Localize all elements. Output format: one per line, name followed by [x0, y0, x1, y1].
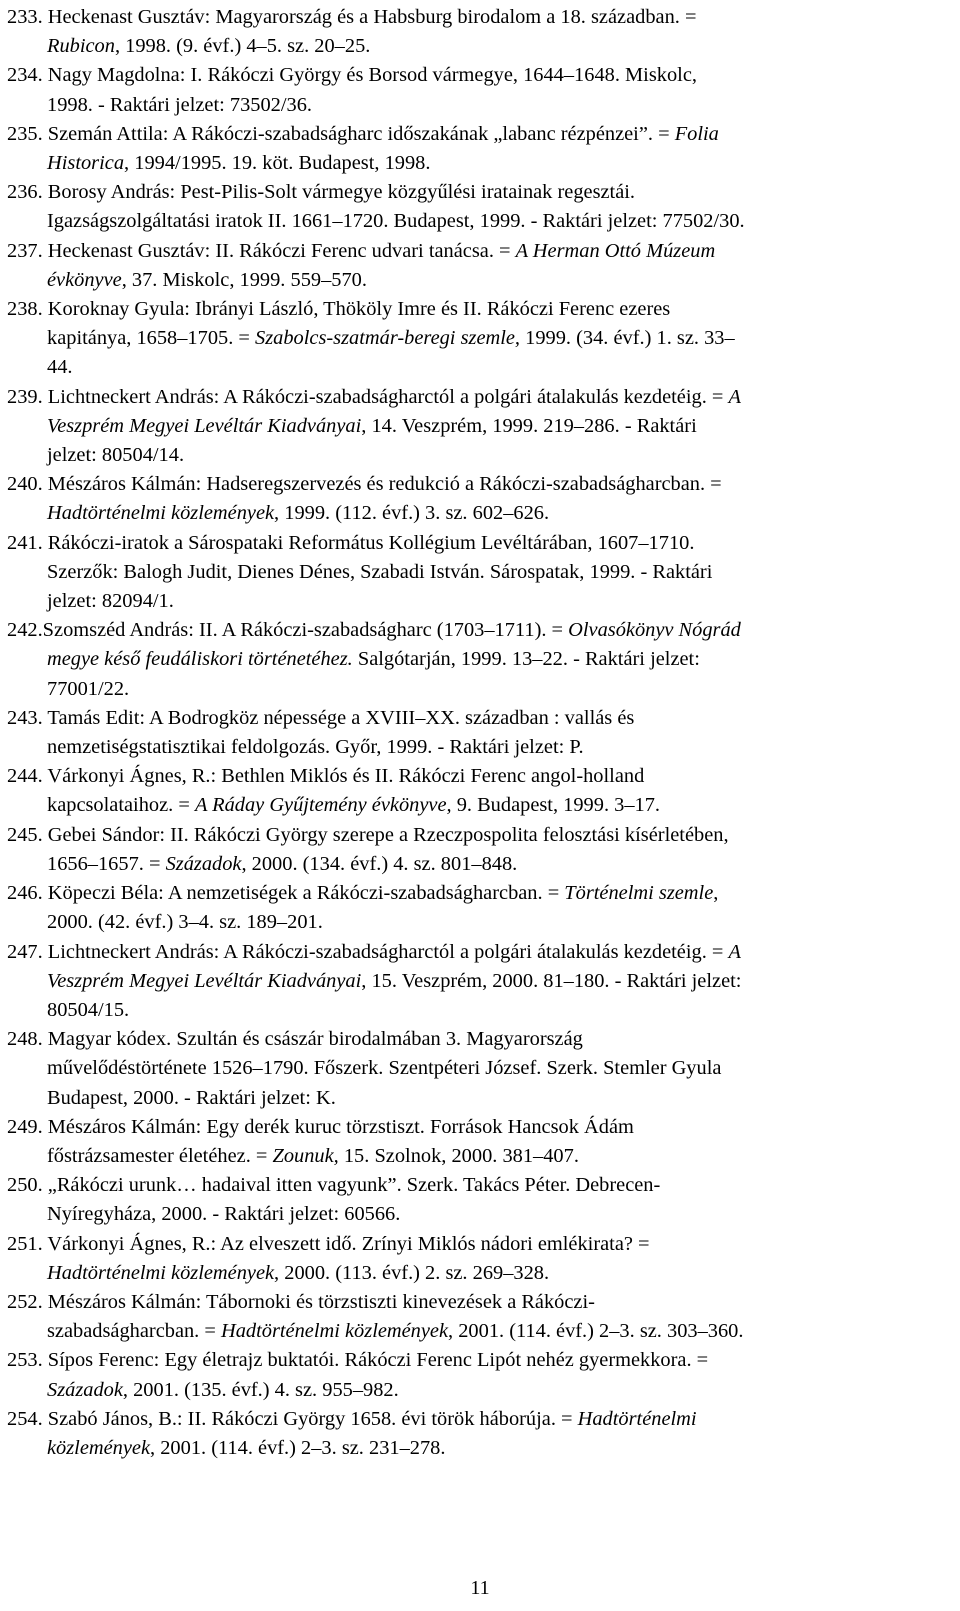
entry-text: 238. Koroknay Gyula: Ibrányi László, Thököly Imre és II. Rákóczi Ferenc ezeres: [7, 298, 671, 321]
entry-text: , 15. Veszprém, 2000. 81–180. - Raktári jelzet:: [361, 969, 742, 992]
entry-line: [7, 1084, 952, 1113]
entry-text: 245. Gebei Sándor: II. Rákóczi György szerepe a Rzeczpospolita felosztási kísérletében,: [7, 823, 729, 846]
entry-line: [7, 266, 952, 295]
entry-text: Budapest, 2000. - Raktári jelzet: K.: [47, 1086, 336, 1109]
entry-text: jelzet: 82094/1.: [47, 590, 174, 613]
bibliography-entry: [7, 879, 952, 937]
entry-line: [7, 996, 952, 1025]
entry-text: 251. Várkonyi Ágnes, R.: Az elveszett idő. Zrínyi Miklós nádori emlékirata? =: [7, 1232, 650, 1255]
bibliography-list: [7, 3, 952, 1463]
entry-line: [7, 908, 952, 937]
entry-line: [7, 938, 952, 967]
entry-text: Salgótarján, 1999. 13–22. - Raktári jelzet:: [352, 648, 700, 671]
entry-text: szabadságharcban. =: [47, 1320, 221, 1343]
entry-italic-text: Veszprém Megyei Levéltár Kiadványai: [47, 414, 362, 437]
entry-line: [7, 149, 952, 178]
entry-line: [7, 1200, 952, 1229]
entry-line: [7, 1142, 952, 1171]
entry-line: [7, 91, 952, 120]
entry-line: [7, 324, 952, 353]
entry-italic-text: évkönyve: [47, 268, 122, 291]
entry-text: 234. Nagy Magdolna: I. Rákóczi György és Borsod vármegye, 1644–1648. Miskolc,: [7, 64, 697, 87]
entry-italic-text: Folia: [674, 122, 719, 145]
bibliography-entry: [7, 616, 952, 704]
entry-line: [7, 529, 952, 558]
entry-text: 239. Lichtneckert András: A Rákóczi-szabadságharctól a polgári átalakulás kezdetéig. =: [7, 385, 729, 408]
entry-text: 248. Magyar kódex. Szultán és császár birodalmában 3. Magyarország: [7, 1028, 583, 1051]
entry-text: , 1998. (9. évf.) 4–5. sz. 20–25.: [114, 35, 371, 58]
bibliography-entry: [7, 1113, 952, 1171]
entry-text: 246. Köpeczi Béla: A nemzetiségek a Rákóczi-szabadságharcban. =: [7, 882, 565, 905]
entry-line: [7, 762, 952, 791]
bibliography-entry: [7, 3, 952, 61]
entry-italic-text: Századok: [47, 1378, 123, 1401]
entry-line: [7, 61, 952, 90]
entry-text: 2000. (42. évf.) 3–4. sz. 189–201.: [47, 911, 323, 934]
entry-line: [7, 1054, 952, 1083]
entry-italic-text: Veszprém Megyei Levéltár Kiadványai: [47, 969, 362, 992]
entry-line: [7, 499, 952, 528]
entry-text: Igazságszolgáltatási iratok II. 1661–1720. Budapest, 1999. - Raktári jelzet: 77502/30.: [47, 210, 745, 233]
entry-text: 1999. (34. évf.) 1. sz. 33–: [520, 327, 735, 350]
entry-text: jelzet: 80504/14.: [47, 444, 185, 467]
entry-text: Nyíregyháza, 2000. - Raktári jelzet: 60566.: [47, 1203, 401, 1226]
bibliography-entry: [7, 938, 952, 1026]
entry-italic-text: A Herman Ottó Múzeum: [515, 239, 716, 262]
entry-text: 247. Lichtneckert András: A Rákóczi-szabadságharctól a polgári átalakulás kezdetéig. =: [7, 940, 729, 963]
bibliography-entry: [7, 1288, 952, 1346]
entry-line: [7, 1405, 952, 1434]
entry-text: , 2001. (135. évf.) 4. sz. 955–982.: [122, 1378, 399, 1401]
entry-text: Szerzők: Balogh Judit, Dienes Dénes, Szabadi István. Sárospatak, 1999. - Raktári: [47, 560, 713, 583]
entry-line: [7, 441, 952, 470]
page-number: 11: [470, 1577, 490, 1599]
entry-italic-text: Olvasókönyv Nógrád: [568, 619, 741, 642]
entry-line: [7, 704, 952, 733]
entry-text: 1656–1657. =: [47, 852, 166, 875]
entry-line: [7, 1346, 952, 1375]
entry-line: [7, 120, 952, 149]
entry-line: [7, 1113, 952, 1142]
entry-line: [7, 821, 952, 850]
entry-text: 254. Szabó János, B.: II. Rákóczi György 1658. évi török háborúja. =: [7, 1407, 578, 1430]
entry-text: , 2001. (114. évf.) 2–3. sz. 303–360.: [448, 1320, 744, 1343]
entry-line: [7, 353, 952, 382]
entry-italic-text: Hadtörténelmi közlemények: [220, 1320, 449, 1343]
entry-italic-text: Rubicon: [47, 35, 115, 58]
entry-italic-text: Hadtörténelmi közlemények: [47, 1261, 275, 1284]
entry-line: [7, 470, 952, 499]
entry-text: 240. Mészáros Kálmán: Hadseregszervezés és redukció a Rákóczi-szabadságharcban. =: [7, 473, 722, 496]
entry-text: kapcsolataihoz. =: [47, 794, 195, 817]
entry-line: [7, 383, 952, 412]
entry-text: 9. Budapest, 1999. 3–17.: [451, 794, 661, 817]
entry-line: [7, 733, 952, 762]
entry-text: főstrázsamester életéhez. =: [47, 1144, 273, 1167]
entry-text: 253. Sípos Ferenc: Egy életrajz buktatói. Rákóczi Ferenc Lipót nehéz gyermekkora. =: [7, 1349, 709, 1372]
bibliography-entry: [7, 178, 952, 236]
entry-line: [7, 1025, 952, 1054]
bibliography-entry: [7, 1230, 952, 1288]
entry-line: [7, 616, 952, 645]
entry-line: [7, 1434, 952, 1463]
entry-text: , 14. Veszprém, 1999. 219–286. - Raktári: [361, 414, 697, 437]
entry-line: [7, 178, 952, 207]
entry-line: [7, 675, 952, 704]
entry-italic-text: A: [728, 385, 741, 408]
entry-text: 236. Borosy András: Pest-Pilis-Solt vármegye közgyűlési iratainak regesztái.: [7, 181, 636, 204]
entry-text: , 2001. (114. évf.) 2–3. sz. 231–278.: [150, 1436, 446, 1459]
entry-italic-text: Századok: [165, 852, 242, 875]
entry-text: 244. Várkonyi Ágnes, R.: Bethlen Miklós és II. Rákóczi Ferenc angol-holland: [7, 765, 645, 788]
bibliography-entry: [7, 61, 952, 119]
entry-line: [7, 237, 952, 266]
entry-line: [7, 412, 952, 441]
entry-text: 80504/15.: [47, 998, 130, 1021]
entry-italic-text: Hadtörténelmi: [577, 1407, 697, 1430]
entry-line: [7, 207, 952, 236]
entry-text: ,: [713, 882, 719, 905]
entry-text: művelődéstörténete 1526–1790. Főszerk. Szentpéteri József. Szerk. Stemler Gyula: [47, 1057, 722, 1080]
bibliography-entry: [7, 821, 952, 879]
entry-text: 252. Mészáros Kálmán: Tábornoki és törzstiszti kinevezések a Rákóczi-: [7, 1290, 595, 1313]
bibliography-entry: [7, 237, 952, 295]
bibliography-entry: [7, 295, 952, 383]
entry-text: , 1994/1995. 19. köt. Budapest, 1998.: [124, 152, 431, 175]
entry-italic-text: Historica: [47, 152, 125, 175]
entry-line: [7, 3, 952, 32]
entry-text: , 2000. (134. évf.) 4. sz. 801–848.: [241, 852, 518, 875]
entry-text: 250. „Rákóczi urunk… hadaival itten vagyunk”. Szerk. Takács Péter. Debrecen-: [7, 1174, 661, 1197]
entry-text: 15. Szolnok, 2000. 381–407.: [338, 1144, 579, 1167]
bibliography-entry: [7, 1025, 952, 1113]
entry-text: 44.: [47, 356, 73, 379]
entry-italic-text: Történelmi szemle: [564, 882, 714, 905]
entry-italic-text: Szabolcs-szatmár-beregi szemle,: [255, 327, 521, 350]
bibliography-entry: [7, 1171, 952, 1229]
bibliography-entry: [7, 762, 952, 820]
entry-text: , 37. Miskolc, 1999. 559–570.: [121, 268, 367, 291]
entry-line: [7, 558, 952, 587]
entry-line: [7, 1171, 952, 1200]
entry-italic-text: A: [728, 940, 741, 963]
entry-italic-text: A Ráday Gyűjtemény évkönyve,: [194, 794, 452, 817]
bibliography-entry: [7, 1346, 952, 1404]
entry-italic-text: Hadtörténelmi közlemények: [47, 502, 275, 525]
bibliography-entry: [7, 120, 952, 178]
entry-text: , 2000. (113. évf.) 2. sz. 269–328.: [274, 1261, 550, 1284]
entry-line: [7, 967, 952, 996]
entry-line: [7, 1230, 952, 1259]
entry-text: 77001/22.: [47, 677, 130, 700]
bibliography-entry: [7, 704, 952, 762]
entry-line: [7, 645, 952, 674]
entry-text: 243. Tamás Edit: A Bodrogköz népessége a XVIII–XX. században : vallás és: [7, 706, 635, 729]
entry-text: kapitánya, 1658–1705. =: [47, 327, 256, 350]
entry-text: 249. Mészáros Kálmán: Egy derék kuruc törzstiszt. Források Hancsok Ádám: [7, 1115, 634, 1138]
entry-text: 233. Heckenast Gusztáv: Magyarország és a Habsburg birodalom a 18. században. =: [7, 6, 697, 28]
entry-text: , 1999. (112. évf.) 3. sz. 602–626.: [274, 502, 550, 525]
entry-italic-text: megye késő feudáliskori történetéhez.: [47, 648, 353, 671]
entry-line: [7, 295, 952, 324]
entry-line: [7, 1259, 952, 1288]
entry-italic-text: Zounuk,: [272, 1144, 339, 1167]
entry-line: [7, 1317, 952, 1346]
bibliography-entry: [7, 470, 952, 528]
entry-text: 237. Heckenast Gusztáv: II. Rákóczi Ferenc udvari tanácsa. =: [7, 239, 516, 262]
entry-text: 241. Rákóczi-iratok a Sárospataki Református Kollégium Levéltárában, 1607–1710.: [7, 531, 695, 554]
bibliography-entry: [7, 529, 952, 617]
entry-text: 1998. - Raktári jelzet: 73502/36.: [47, 93, 313, 116]
entry-text: 242.Szomszéd András: II. A Rákóczi-szabadságharc (1703–1711). =: [7, 619, 569, 642]
entry-italic-text: közlemények: [47, 1436, 151, 1459]
entry-line: [7, 1288, 952, 1317]
entry-text: 235. Szemán Attila: A Rákóczi-szabadságharc időszakának „labanc rézpénzei”. =: [7, 122, 675, 145]
entry-line: [7, 587, 952, 616]
entry-line: [7, 1376, 952, 1405]
entry-line: [7, 32, 952, 61]
bibliography-entry: [7, 1405, 952, 1463]
entry-text: nemzetiségstatisztikai feldolgozás. Győr, 1999. - Raktári jelzet: P.: [47, 736, 584, 759]
bibliography-entry: [7, 383, 952, 471]
entry-line: [7, 791, 952, 820]
entry-line: [7, 850, 952, 879]
entry-line: [7, 879, 952, 908]
